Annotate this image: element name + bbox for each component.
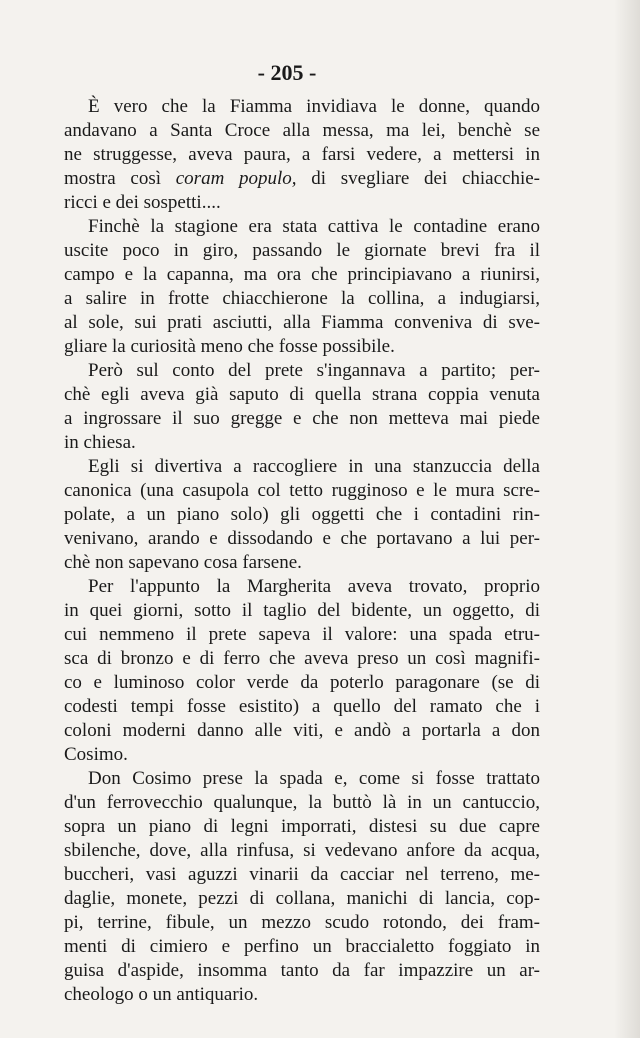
text-line: Per l'appunto la Margherita aveva trovato, proprio <box>88 576 540 597</box>
text-line: d'un ferrovecchio qualunque, la buttò là in un cantuccio, <box>64 792 540 813</box>
text-line: buccheri, vasi aguzzi vinarii da cacciar nel terreno, me- <box>64 864 540 885</box>
text-line: canonica (una casupola col tetto rugginoso e le mura scre- <box>64 480 540 501</box>
text-line: a ingrossare il suo gregge e che non metteva mai piede <box>64 408 540 429</box>
paragraph-3 <box>40 359 540 455</box>
paragraph-2 <box>40 215 540 359</box>
text-line: uscite poco in giro, passando le giornate brevi fra il <box>64 240 540 261</box>
text-line: Finchè la stagione era stata cattiva le contadine erano <box>88 216 540 237</box>
text-line: ricci e dei sospetti.... <box>64 192 221 213</box>
text-line: andavano a Santa Croce alla messa, ma lei, benchè se <box>64 120 540 141</box>
paragraph-5 <box>40 575 540 767</box>
text-line: polate, a un piano solo) gli oggetti che i contadini rin- <box>64 504 540 525</box>
text-line: guisa d'aspide, insomma tanto da far impazzire un ar- <box>64 960 540 981</box>
text-line: sbilenche, dove, alla rinfusa, si vedevano anfore da acqua, <box>64 840 540 861</box>
text-segment: mostra così <box>64 168 176 189</box>
text-line: coloni moderni danno alle viti, e andò a portarla a don <box>64 720 540 741</box>
text-line: in quei giorni, sotto il taglio del bidente, un oggetto, di <box>64 600 540 621</box>
text-line-with-italic <box>40 167 540 191</box>
text-line: cheologo o un antiquario. <box>64 984 259 1005</box>
page-edge-shadow <box>614 0 640 1038</box>
text-line: ne struggesse, aveva paura, a farsi vedere, a mettersi in <box>64 144 540 165</box>
text-line: in chiesa. <box>64 432 136 453</box>
text-line: menti di cimiero e perfino un braccialetto foggiato in <box>64 936 540 957</box>
text-line: Cosimo. <box>64 744 128 765</box>
paragraph-6 <box>40 767 540 1007</box>
text-line: codesti tempi fosse esistito) a quello del ramato che i <box>64 696 540 717</box>
text-line: sca di bronzo e di ferro che aveva preso un così magnifi- <box>64 648 540 669</box>
page-number: - 205 - <box>257 60 317 85</box>
text-line: gliare la curiosità meno che fosse possibile. <box>64 336 395 357</box>
text-line: Però sul conto del prete s'ingannava a partito; per- <box>88 360 540 381</box>
paragraph-1 <box>40 95 540 215</box>
text-line: chè non sapevano cosa farsene. <box>64 552 302 573</box>
text-line: Don Cosimo prese la spada e, come si fosse trattato <box>88 768 540 789</box>
text-line: Egli si divertiva a raccogliere in una stanzuccia della <box>88 456 540 477</box>
italic-phrase: coram populo, <box>175 168 297 189</box>
text-line: a salire in frotte chiacchierone la collina, a indugiarsi, <box>64 288 540 309</box>
text-segment: di svegliare dei chiacchie- <box>296 168 540 189</box>
body-text <box>40 95 540 1007</box>
paragraph-4 <box>40 455 540 575</box>
text-line: chè egli aveva già saputo di quella strana coppia venuta <box>64 384 540 405</box>
text-line: daglie, monete, pezzi di collana, manichi di lancia, cop- <box>64 888 540 909</box>
text-line: pi, terrine, fibule, un mezzo scudo rotondo, dei fram- <box>64 912 540 933</box>
text-line: cui nemmeno il prete sapeva il valore: una spada etru- <box>64 624 540 645</box>
text-line: È vero che la Fiamma invidiava le donne, quando <box>88 96 540 117</box>
text-line: al sole, sui prati asciutti, alla Fiamma conveniva di sve- <box>64 312 540 333</box>
text-line: venivano, arando e dissodando e che portavano a lui per- <box>64 528 540 549</box>
text-line: sopra un piano di legni imporrati, distesi su due capre <box>64 816 540 837</box>
text-line: campo e la capanna, ma ora che principiavano a riunirsi, <box>64 264 540 285</box>
text-line: co e luminoso color verde da poterlo paragonare (se di <box>64 672 540 693</box>
